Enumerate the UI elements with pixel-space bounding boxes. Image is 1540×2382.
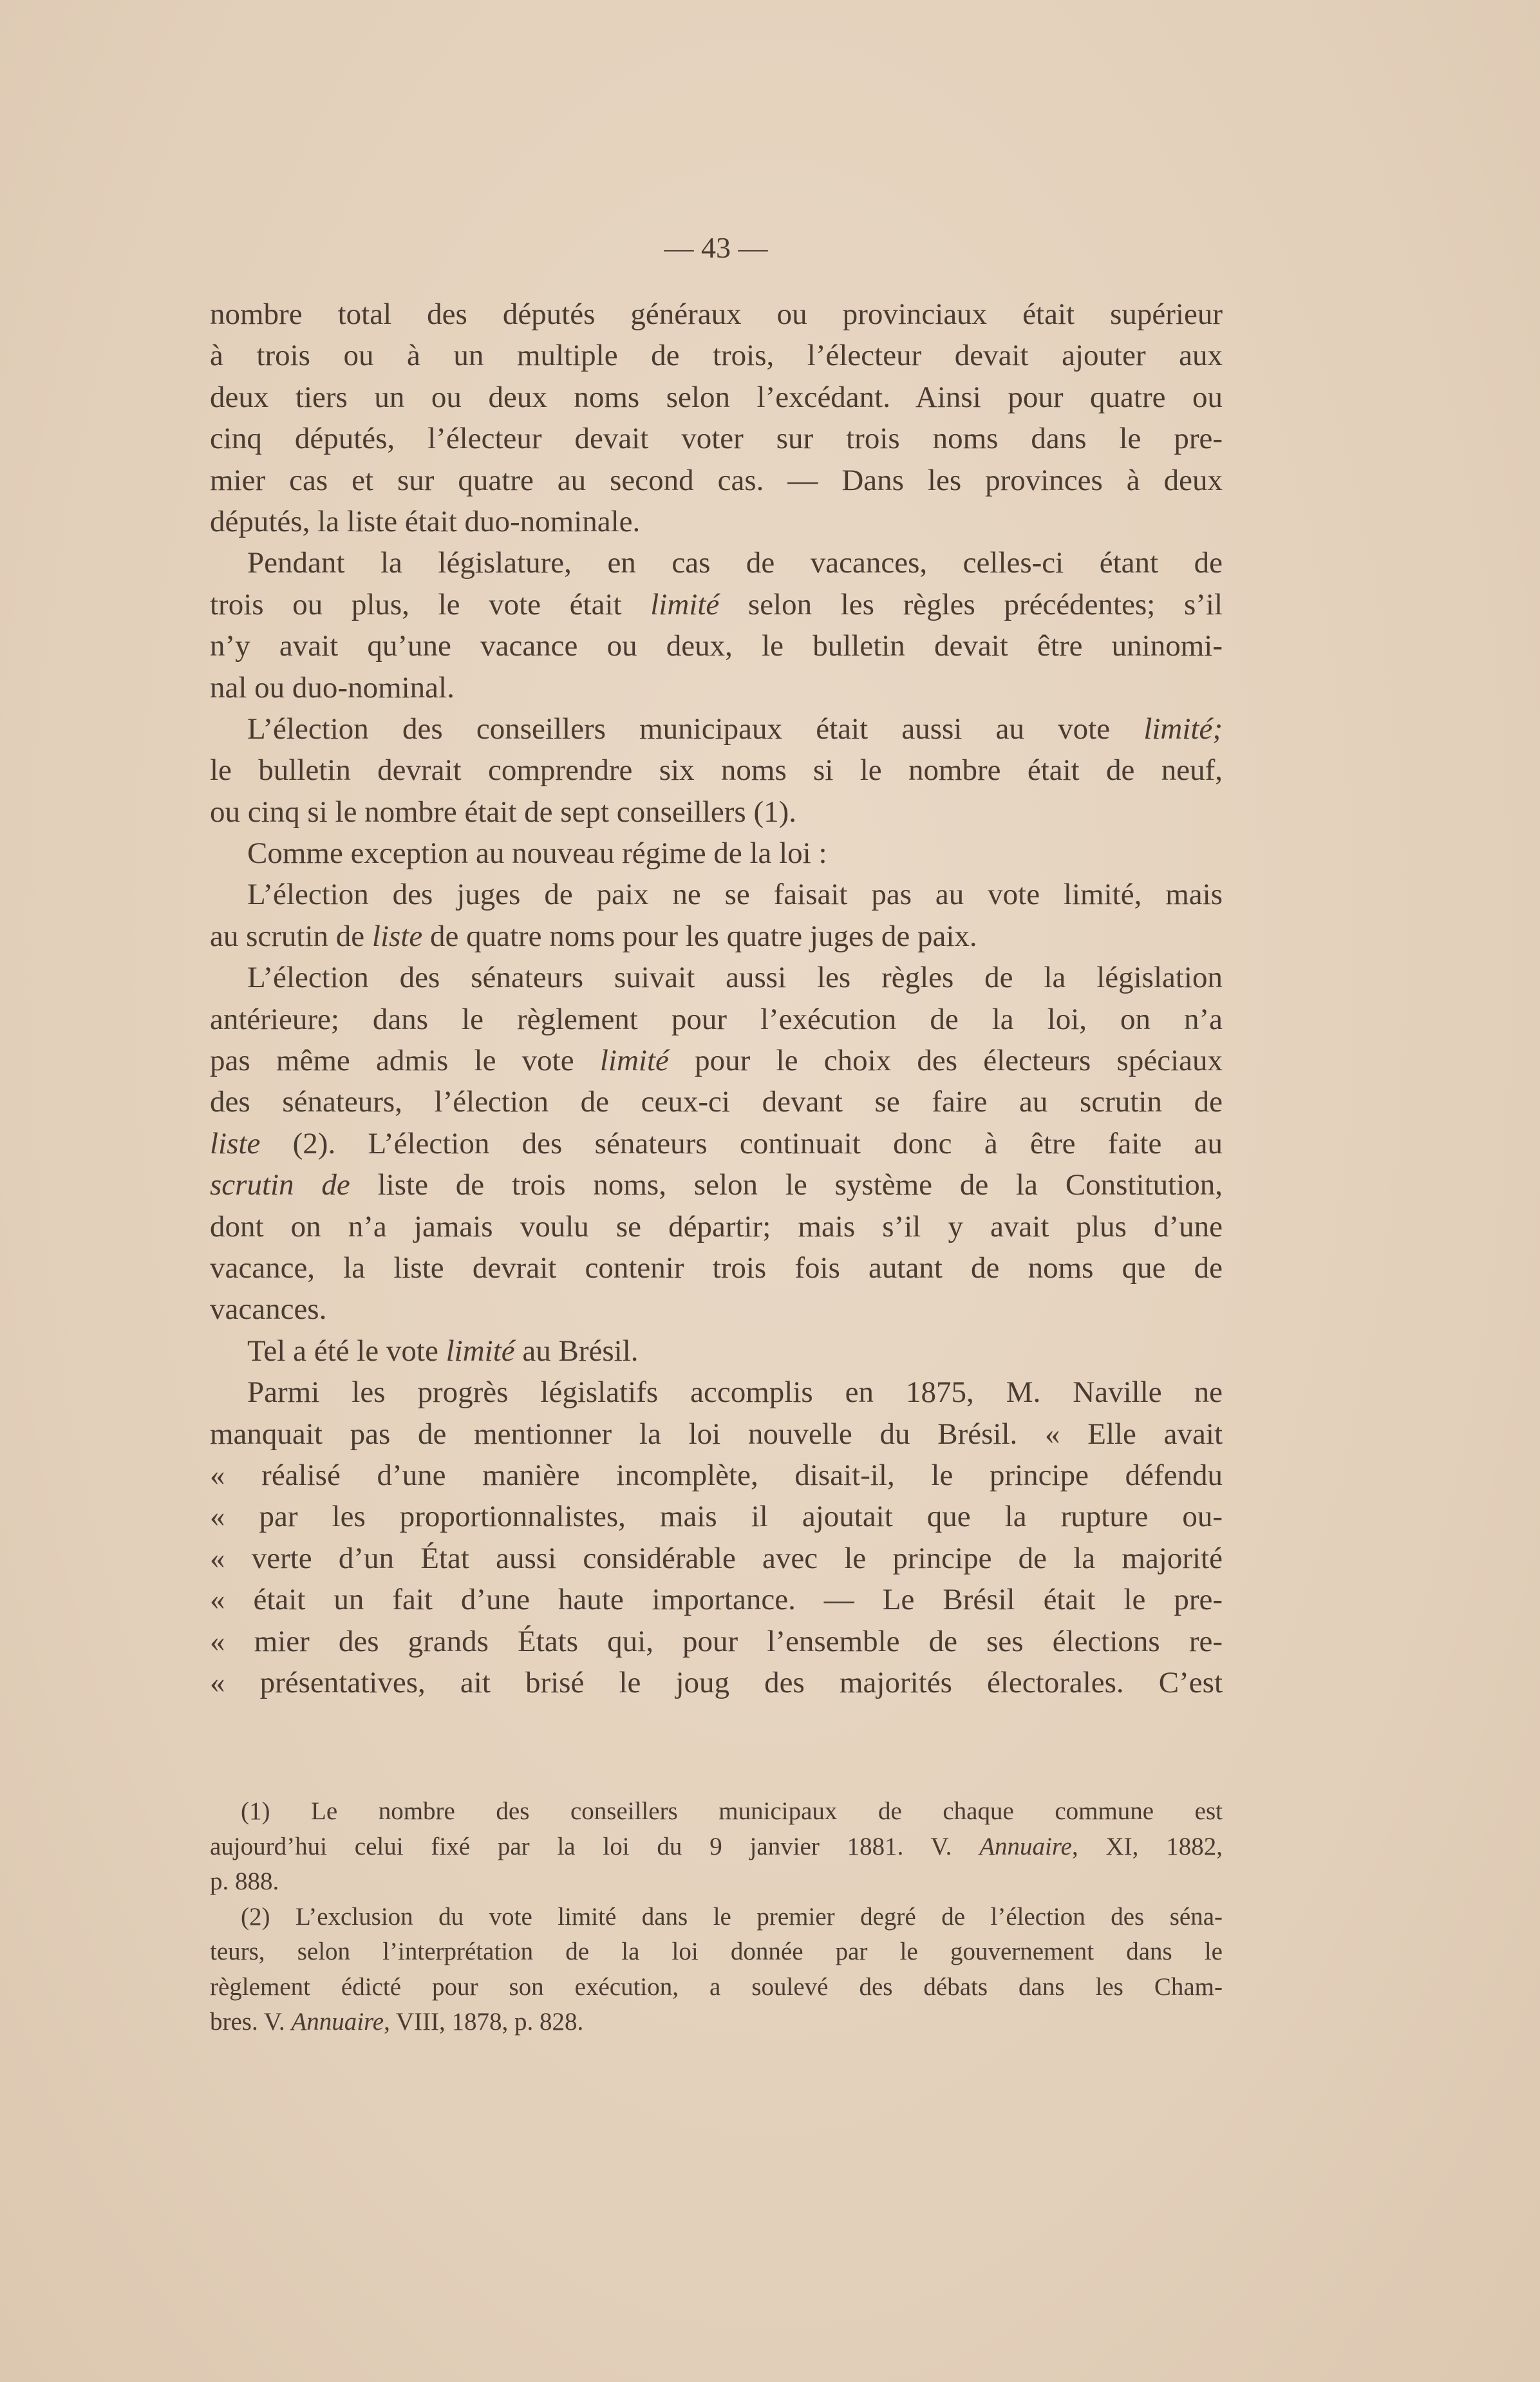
body-line [210,1579,1223,1620]
footnote-line [210,1829,1223,1865]
text-segment: vacance, la liste devrait contenir trois fois autant de noms que de [210,1251,1223,1285]
italic-text: Annuaire [979,1832,1072,1860]
text-segment: L’élection des conseillers municipaux était aussi au vote [247,712,1144,746]
text-segment: , VIII, 1878, p. 828. [384,2008,584,2036]
text-segment: de quatre noms pour les quatre juges de paix. [422,919,977,953]
text-segment: au scrutin de [210,919,372,953]
text-segment: députés, la liste était duo-nominale. [210,504,641,538]
text-segment: mier cas et sur quatre au second cas. — Dans les provinces à deux [210,463,1223,497]
body-line [210,791,1223,833]
text-segment: Comme exception au nouveau régime de la loi : [247,837,827,871]
body-line [210,750,1223,791]
text-segment: n’y avait qu’une vacance ou deux, le bulletin devait être uninomi- [210,629,1223,663]
footnote-line [210,1970,1223,2005]
text-segment: « était un fait d’une haute importance. — Le Brésil était le pre- [210,1583,1223,1617]
text-segment: vacances. [210,1292,327,1327]
italic-text: Annuaire [291,2008,384,2036]
text-segment: aujourd’hui celui fixé par la loi du 9 janvier 1881. V. [210,1832,980,1860]
body-text [210,294,1223,1703]
body-line [210,708,1223,750]
body-line [210,1662,1223,1703]
body-line [210,667,1223,708]
text-segment: antérieure; dans le règlement pour l’exécution de la loi, on n’a [210,1002,1223,1036]
body-line [210,1247,1223,1289]
text-segment: L’élection des sénateurs suivait aussi les règles de la législation [247,961,1223,995]
text-segment: « par les proportionnalistes, mais il ajoutait que la rupture ou- [210,1500,1223,1534]
body-line [210,874,1223,915]
text-segment: au Brésil. [514,1334,639,1368]
body-line [210,460,1223,501]
footnotes [210,1794,1223,2040]
italic-text: limité [446,1334,515,1368]
body-line [210,418,1223,459]
text-segment: , XI, 1882, [1071,1832,1223,1860]
body-line [210,1372,1223,1413]
footnote-line [210,2005,1223,2040]
body-line [210,1123,1223,1164]
text-segment: nal ou duo-nominal. [210,670,455,704]
body-line [210,1413,1223,1455]
text-segment: ou cinq si le nombre était de sept conseillers (1). [210,795,797,829]
text-segment: Pendant la législature, en cas de vacances, celles-ci étant de [247,546,1223,580]
text-segment: liste de trois noms, selon le système de la Constitution, [350,1168,1223,1202]
text-segment: à trois ou à un multiple de trois, l’électeur devait ajouter aux [210,339,1223,373]
italic-text: limité [599,1044,669,1078]
body-line [210,957,1223,998]
body-line [210,377,1223,418]
text-segment: teurs, selon l’interprétation de la loi donnée par le gouvernement dans le [210,1938,1223,1965]
body-line [210,1206,1223,1247]
body-line [210,1496,1223,1537]
text-segment: cinq députés, l’électeur devait voter sur trois noms dans le pre- [210,422,1223,456]
text-segment: selon les règles précédentes; s’il [719,587,1223,621]
italic-text: liste [371,919,423,953]
text-segment: manquait pas de mentionner la loi nouvelle du Brésil. « Elle avait [210,1417,1223,1451]
text-segment: Parmi les progrès législatifs accomplis en 1875, M. Naville ne [247,1375,1223,1410]
text-segment: des sénateurs, l’élection de ceux-ci devant se faire au scrutin de [210,1085,1223,1119]
text-segment: deux tiers un ou deux noms selon l’excédant. Ainsi pour quatre ou [210,380,1223,414]
body-line [210,1164,1223,1205]
footnote-line [210,1934,1223,1970]
text-segment: p. 888. [210,1867,279,1895]
text-segment: bres. V. [210,2008,292,2036]
text-segment: trois ou plus, le vote était [210,587,651,621]
body-line [210,999,1223,1040]
text-segment: Tel a été le vote [247,1334,446,1368]
body-line [210,1455,1223,1496]
body-line [210,1289,1223,1330]
text-segment: « réalisé d’une manière incomplète, disait-il, le principe défendu [210,1458,1223,1492]
body-line [210,1538,1223,1579]
italic-text: scrutin de [210,1168,350,1202]
body-line [210,294,1223,335]
body-line [210,1621,1223,1662]
text-segment: (2) L’exclusion du vote limité dans le premier degré de l’élection des séna- [241,1902,1223,1931]
body-line [210,1081,1223,1122]
text-segment: « mier des grands États qui, pour l’ensemble de ses élections re- [210,1624,1223,1658]
text-segment: (2). L’élection des sénateurs continuait donc à être faite au [260,1126,1223,1160]
text-segment: dont on n’a jamais voulu se départir; mais s’il y avait plus d’une [210,1209,1223,1243]
italic-text: limité; [1143,712,1223,746]
text-segment: pas même admis le vote [210,1044,600,1078]
body-line [210,916,1223,957]
text-segment: « verte d’un État aussi considérable avec le principe de la majorité [210,1541,1223,1575]
text-segment: « présentatives, ait brisé le joug des majorités électorales. C’est [210,1665,1223,1699]
footnote-line [210,1794,1223,1829]
text-segment: L’élection des juges de paix ne se faisait pas au vote limité, mais [247,878,1223,912]
body-line [210,1330,1223,1372]
body-line [210,335,1223,376]
body-line [210,625,1223,666]
text-segment: le bulletin devrait comprendre six noms si le nombre était de neuf, [210,753,1223,788]
body-line [210,542,1223,583]
text-segment: pour le choix des électeurs spéciaux [668,1044,1223,1078]
body-line [210,833,1223,874]
italic-text: limité [650,587,720,621]
italic-text: liste [210,1126,261,1160]
footnote-line [210,1864,1223,1900]
text-segment: règlement édicté pour son exécution, a soulevé des débats dans les Cham- [210,1972,1223,2001]
body-line [210,584,1223,625]
body-line [210,1040,1223,1081]
text-segment: nombre total des députés généraux ou provinciaux était supérieur [210,298,1223,331]
page-number: — 43 — [664,231,768,264]
body-line [210,501,1223,542]
footnote-line [210,1900,1223,1935]
text-segment: (1) Le nombre des conseillers municipaux de chaque commune est [241,1797,1223,1825]
